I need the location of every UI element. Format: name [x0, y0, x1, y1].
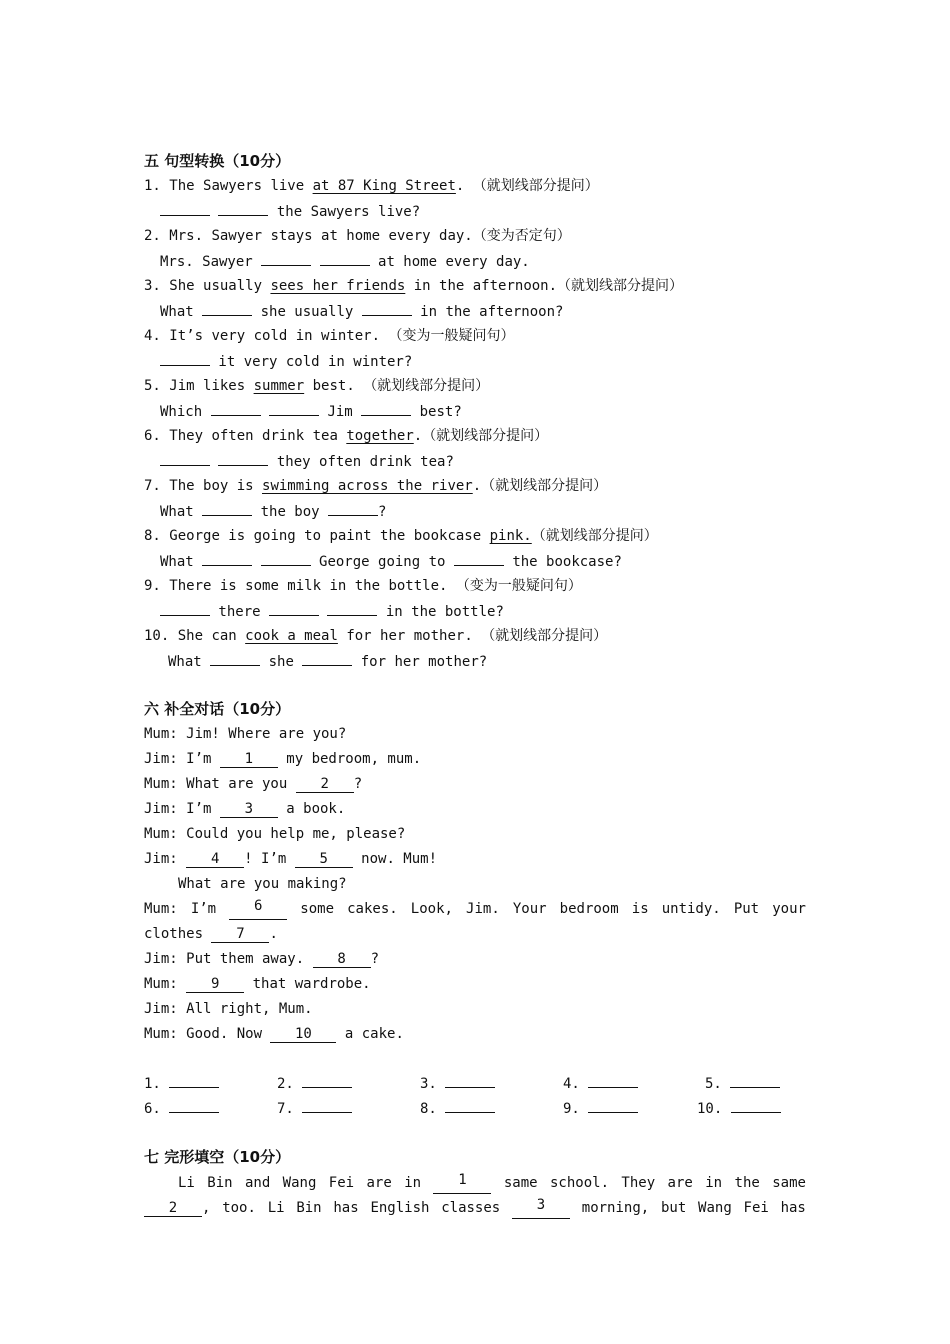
passage-word: They	[621, 1175, 656, 1191]
underlined-phrase: together	[346, 428, 414, 444]
question-number: 2.	[144, 228, 161, 244]
answer-text: ?	[378, 504, 387, 520]
answer-blank[interactable]	[218, 200, 268, 216]
dialogue-word: Jim.	[466, 901, 500, 917]
answer-text: for her mother?	[352, 654, 488, 670]
answer-blank[interactable]	[362, 300, 412, 316]
question-number: 3.	[144, 278, 161, 294]
underlined-phrase: sees her friends	[270, 278, 406, 294]
answer-blank[interactable]	[218, 450, 268, 466]
answer-slot	[563, 1072, 638, 1094]
answer-text: she usually	[252, 304, 362, 320]
dialogue-text: ?	[370, 951, 380, 967]
answer-blank[interactable]	[211, 400, 261, 416]
dialogue-line	[144, 1023, 404, 1045]
answer-text: they often drink tea?	[268, 454, 454, 470]
dialogue-blank[interactable]: 1	[220, 751, 278, 768]
dialogue-text: a cake.	[336, 1026, 404, 1042]
question-number: 7.	[144, 478, 161, 494]
dialogue-text: Mum: Good. Now	[144, 1026, 271, 1042]
question-number: 4.	[144, 328, 161, 344]
passage-word: Wang	[282, 1175, 317, 1191]
answer-number: 7.	[277, 1101, 294, 1117]
section-7-heading: 七 完形填空（10分）	[144, 1148, 291, 1166]
answer-text: in the bottle?	[377, 604, 504, 620]
answer-blank[interactable]	[160, 350, 210, 366]
dialogue-text: Mum: What are you	[144, 776, 296, 792]
instruction-hint: （变为一般疑问句）	[388, 328, 515, 344]
question-text: Jim likes	[169, 378, 254, 394]
dialogue-blank[interactable]: 10	[270, 1026, 336, 1043]
answer-number: 9.	[563, 1101, 580, 1117]
question-text: They often drink tea	[169, 428, 347, 444]
answer-blank[interactable]	[361, 400, 411, 416]
dialogue-word: bedroom	[559, 901, 619, 917]
dialogue-line	[144, 848, 437, 870]
answer-slot	[277, 1072, 352, 1094]
answer-text: in the afternoon?	[411, 304, 564, 320]
passage-word: same	[772, 1175, 806, 1191]
dialogue-text: Jim: Put them away.	[144, 951, 313, 967]
answer-text: What	[160, 504, 203, 520]
question-4	[144, 325, 514, 347]
question-text: George is going to paint the bookcase	[169, 528, 490, 544]
passage-word: in	[404, 1175, 422, 1191]
instruction-hint: （就划线部分提问）	[481, 478, 608, 494]
answer-line-6	[160, 450, 454, 472]
question-number: 8.	[144, 528, 161, 544]
passage-word: and	[244, 1175, 271, 1191]
answer-line-1	[160, 200, 420, 222]
answer-blank[interactable]	[588, 1097, 638, 1113]
answer-text: What	[160, 304, 203, 320]
question-text: She usually	[169, 278, 271, 294]
dialogue-word: Your	[512, 901, 547, 917]
instruction-hint: （就划线部分提问）	[557, 278, 684, 294]
answer-blank[interactable]	[327, 600, 377, 616]
answer-slot	[144, 1097, 219, 1119]
question-8	[144, 525, 658, 547]
dialogue-text: .	[269, 926, 278, 942]
dialogue-word: Look,	[410, 901, 453, 917]
instruction-hint: （变为一般疑问句）	[455, 578, 582, 594]
answer-text: Jim	[319, 404, 362, 420]
answer-blank[interactable]	[269, 600, 319, 616]
question-7	[144, 475, 607, 497]
answer-line-4	[160, 350, 412, 372]
answer-line-3	[160, 300, 563, 322]
dialogue-text: ! I’m	[244, 851, 295, 867]
answer-text: the boy	[252, 504, 329, 520]
answer-blank[interactable]	[202, 300, 252, 316]
question-number: 9.	[144, 578, 161, 594]
section-5-heading: 五 句型转换（10分）	[144, 152, 291, 170]
dialogue-text: Mum:	[144, 976, 187, 992]
answer-blank[interactable]	[302, 650, 352, 666]
dialogue-text: clothes	[144, 926, 212, 942]
answer-blank[interactable]	[261, 550, 311, 566]
question-text: in the afternoon.	[405, 278, 558, 294]
question-3	[144, 275, 683, 297]
answer-blank[interactable]	[320, 250, 370, 266]
answer-number: 8.	[420, 1101, 437, 1117]
dialogue-blank[interactable]: 8	[313, 951, 371, 968]
question-1	[144, 175, 599, 197]
cloze-blank[interactable]: 1	[433, 1172, 491, 1194]
passage-word: Bin	[207, 1175, 233, 1191]
passage-word: Li	[267, 1200, 285, 1216]
passage-word: are	[366, 1175, 392, 1191]
answer-number: 10.	[697, 1101, 723, 1117]
dialogue-text: Jim: I’m	[144, 751, 220, 767]
dialogue-blank[interactable]: 6	[229, 898, 287, 920]
passage-word: the	[734, 1175, 760, 1191]
answer-line-8	[160, 550, 622, 572]
instruction-hint: （就划线部分提问）	[531, 528, 658, 544]
instruction-hint: （就划线部分提问）	[422, 428, 549, 444]
answer-blank[interactable]	[210, 650, 260, 666]
passage-word: are	[667, 1175, 693, 1191]
answer-text: Mrs. Sawyer	[160, 254, 262, 270]
question-text: .	[413, 428, 423, 444]
question-number: 5.	[144, 378, 161, 394]
dialogue-line	[144, 898, 806, 920]
answer-text: best?	[411, 404, 462, 420]
answer-slot	[563, 1097, 638, 1119]
dialogue-blank[interactable]: 5	[295, 851, 353, 868]
answer-blank[interactable]	[328, 500, 378, 516]
instruction-hint: （就划线部分提问）	[472, 178, 599, 194]
answer-text: she	[260, 654, 303, 670]
dialogue-blank[interactable]: 3	[220, 801, 278, 818]
answer-blank[interactable]	[269, 400, 319, 416]
question-text: best.	[304, 378, 355, 394]
dialogue-text: ?	[353, 776, 363, 792]
passage-word: Bin	[296, 1200, 322, 1216]
dialogue-word: Put	[733, 901, 760, 917]
dialogue-line	[144, 748, 421, 770]
passage-word: morning,	[581, 1200, 650, 1216]
dialogue-text: that wardrobe.	[244, 976, 371, 992]
question-5	[144, 375, 489, 397]
question-number: 1.	[144, 178, 161, 194]
passage-word: has	[333, 1200, 359, 1216]
dialogue-line	[144, 973, 371, 995]
answer-number: 3.	[420, 1076, 437, 1092]
question-2	[144, 225, 571, 247]
question-text: .	[472, 478, 482, 494]
dialogue-word: I’m	[190, 901, 217, 917]
passage-word: Fei	[328, 1175, 355, 1191]
underlined-phrase: summer	[253, 378, 305, 394]
passage-word: same	[503, 1175, 538, 1191]
cloze-blank[interactable]: 3	[512, 1197, 570, 1219]
underlined-phrase: at 87 King Street	[312, 178, 456, 194]
passage-line: 2 , too. Li Bin has English classes 3 morning, but Wang Fei has	[144, 1197, 806, 1219]
passage-word: too.	[222, 1200, 256, 1216]
answer-blank[interactable]	[169, 1072, 219, 1088]
answer-line-5	[160, 400, 462, 422]
answer-number: 5.	[705, 1076, 722, 1092]
question-text: The Sawyers live	[169, 178, 313, 194]
question-text: It’s very cold in winter.	[169, 328, 381, 344]
answer-text: the Sawyers live?	[268, 204, 421, 220]
answer-line-7	[160, 500, 386, 522]
passage-word: English	[370, 1200, 430, 1216]
dialogue-blank[interactable]: 7	[211, 926, 269, 943]
answer-blank[interactable]	[160, 600, 210, 616]
answer-blank[interactable]	[302, 1097, 352, 1113]
answer-blank[interactable]	[588, 1072, 638, 1088]
passage-word: Li	[178, 1175, 195, 1191]
dialogue-word: untidy.	[661, 901, 721, 917]
answer-slot	[420, 1097, 495, 1119]
answer-number: 6.	[144, 1101, 161, 1117]
answer-blank[interactable]	[730, 1072, 780, 1088]
answer-blank[interactable]	[202, 550, 252, 566]
dialogue-word: cakes.	[347, 901, 398, 917]
question-text: .	[455, 178, 465, 194]
passage-word: Fei	[743, 1200, 769, 1216]
answer-blank[interactable]	[302, 1072, 352, 1088]
answer-slot	[705, 1072, 780, 1094]
question-text: She can	[177, 628, 246, 644]
dialogue-blank[interactable]: 9	[186, 976, 244, 993]
answer-slot	[697, 1097, 781, 1119]
answer-text: George going to	[310, 554, 454, 570]
answer-blank[interactable]	[454, 550, 504, 566]
question-6	[144, 425, 548, 447]
dialogue-text: Jim:	[144, 851, 187, 867]
passage-word: Wang	[698, 1200, 732, 1216]
dialogue-text: a book.	[277, 801, 346, 817]
answer-text: there	[210, 604, 270, 620]
answer-blank[interactable]	[169, 1097, 219, 1113]
dialogue-text: Jim: I’m	[144, 801, 220, 817]
question-text: for her mother.	[337, 628, 473, 644]
passage-word: classes	[441, 1200, 501, 1216]
dialogue-blank[interactable]: 2	[296, 776, 354, 793]
answer-blank[interactable]	[160, 200, 210, 216]
underlined-phrase: swimming across the river	[262, 478, 473, 494]
question-9	[144, 575, 582, 597]
passage-line	[178, 1172, 806, 1194]
passage-word: has	[780, 1200, 806, 1216]
dialogue-word: is	[631, 901, 649, 917]
dialogue-line	[144, 923, 278, 945]
dialogue-line	[144, 948, 379, 970]
dialogue-line: Mum: Jim! Where are you?	[144, 726, 347, 742]
answer-line-2	[160, 250, 530, 272]
question-text: The boy is	[169, 478, 263, 494]
answer-slot	[277, 1097, 352, 1119]
answer-text: at home every day.	[369, 254, 530, 270]
answer-blank[interactable]	[445, 1097, 495, 1113]
dialogue-line	[144, 773, 362, 795]
passage-word: but	[660, 1200, 687, 1216]
dialogue-blank[interactable]: 4	[186, 851, 244, 868]
answer-number: 4.	[563, 1076, 580, 1092]
dialogue-line: Jim: All right, Mum.	[144, 1001, 313, 1017]
answer-line-10	[168, 650, 487, 672]
answer-blank[interactable]	[445, 1072, 495, 1088]
answer-text: the bookcase?	[503, 554, 622, 570]
underlined-phrase: pink.	[489, 528, 532, 544]
underlined-phrase: cook a meal	[245, 628, 338, 644]
dialogue-word: your	[772, 901, 806, 917]
answer-blank[interactable]	[731, 1097, 781, 1113]
passage-word: in	[705, 1175, 723, 1191]
question-10	[144, 625, 607, 647]
answer-slot	[420, 1072, 495, 1094]
dialogue-text: my bedroom, mum.	[277, 751, 422, 767]
answer-text: What	[160, 554, 203, 570]
instruction-hint: （就划线部分提问）	[481, 628, 608, 644]
dialogue-line	[144, 798, 345, 820]
answer-line-9	[160, 600, 504, 622]
dialogue-line: Mum: Could you help me, please?	[144, 826, 406, 842]
question-text: Mrs. Sawyer stays at home every day.	[169, 228, 473, 244]
question-number: 6.	[144, 428, 161, 444]
dialogue-word: Mum:	[144, 901, 178, 917]
answer-slot	[144, 1072, 219, 1094]
answer-number: 1.	[144, 1076, 161, 1092]
instruction-hint: （就划线部分提问）	[363, 378, 490, 394]
question-text: There is some milk in the bottle.	[169, 578, 448, 594]
instruction-hint: （变为否定句）	[472, 228, 571, 244]
answer-text: What	[168, 654, 211, 670]
dialogue-word: some	[300, 901, 335, 917]
answer-text: it very cold in winter?	[210, 354, 413, 370]
dialogue-line: What are you making?	[178, 876, 347, 892]
question-number: 10.	[144, 628, 170, 644]
answer-number: 2.	[277, 1076, 294, 1092]
answer-blank[interactable]	[261, 250, 311, 266]
passage-word: school.	[550, 1175, 610, 1191]
cloze-blank[interactable]: 2	[144, 1200, 202, 1217]
section-6-heading: 六 补全对话（10分）	[144, 700, 291, 718]
answer-blank[interactable]	[160, 450, 210, 466]
answer-blank[interactable]	[202, 500, 252, 516]
dialogue-text: now. Mum!	[352, 851, 438, 867]
answer-text: Which	[160, 404, 211, 420]
